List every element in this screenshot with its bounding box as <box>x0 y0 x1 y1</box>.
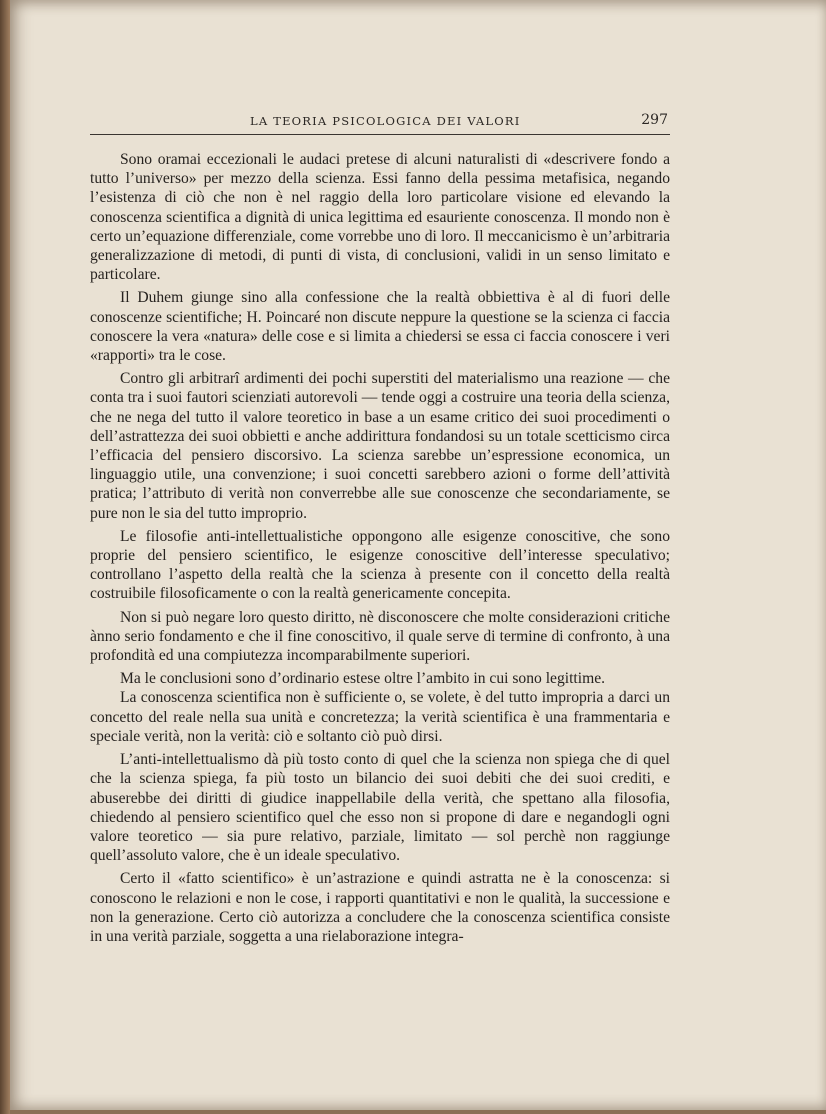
paragraph-3: Contro gli arbitrarî ardimenti dei pochi superstiti del materialismo una reazione — che conta tra i suoi fautori scienziati autorevoli — tende oggi a costruire una teoria della scienza, che ne nega del tutto il valore teoretico in base a un esame critico dei suoi procedimenti o dell’astrattezza dei suoi obbietti e anche addirittura fondandosi su un totale scetticismo circa l’efficacia del pensiero discorsivo. La scienza sarebbe un’espressione economica, un linguaggio utile, una convenzione; i suoi concetti sarebbero azioni o forme dell’attività pratica; l’attributo di verità non converrebbe alle sue conoscenze che secondariamente, se pure non le sia del tutto improprio. <box>90 370 670 522</box>
body-text <box>90 150 670 946</box>
paragraph-8: L’anti-intellettualismo dà più tosto conto di quel che la scienza non spiega che di quel che la scienza spiega, fa più tosto un bilancio dei suoi debiti che dei suoi crediti, e abuserebbe dei diritti di giudice inappellabile della verità, che spettano alla filosofia, chiedendo al pensiero scientifico quel che esso non si propone di dare e negandogli ogni valore teoretico — sia pure relativo, parziale, limitato — sol perchè non raggiunge quell’assoluto valore, che è un ideale speculativo. <box>90 751 670 865</box>
paragraph-2: Il Duhem giunge sino alla confessione che la realtà obbiettiva è al di fuori delle conoscenze scientifiche; H. Poincaré non discute neppure la questione se la scienza ci faccia conoscere la vera «natura» delle cose e si limita a chiedersi se essa ci faccia conoscere i veri «rapporti» tra le cose. <box>90 289 670 365</box>
page-header <box>90 112 670 135</box>
paragraph-5: Non si può negare loro questo diritto, nè disconoscere che molte considerazioni critiche ànno serio fondamento e che il fine conoscitivo, il quale serve di termine di confronto, à una profondità ed una compiutezza incomparabilmente superiori. <box>90 608 670 665</box>
page-number: 297 <box>641 112 668 128</box>
paragraph-4: Le filosofie anti-intellettualistiche oppongono alle esigenze conoscitive, che sono proprie del pensiero scientifico, le esigenze conoscitive dell’interesse speculativo; controllano l’aspetto della realtà che la scienza à presente con il concetto della realtà costruibile filosoficamente o con la realtà genericamente concepita. <box>90 527 670 603</box>
book-spine <box>0 0 10 1114</box>
running-title: LA TEORIA PSICOLOGICA DEI VALORI <box>250 114 521 128</box>
paragraph-7: La conoscenza scientifica non è sufficiente o, se volete, è del tutto impropria a darci un concetto del reale nella sua unità e concretezza; la verità scientifica è una frammentaria e speciale verità, non la verità: ciò e soltanto ciò può dirsi. <box>90 689 670 745</box>
paragraph-1: Sono oramai eccezionali le audaci pretese di alcuni naturalisti di «descrivere fondo a tutto l’universo» per mezzo della scienza. Essi fanno della pessima metafisica, negando l’esistenza di ciò che non è nel raggio della loro particolare visione ed elevando la conoscenza scientifica a dignità di unica legittima ed esauriente conoscenza. Il mondo non è certo un’equazione differenziale, come vorrebbe uno di loro. Il meccanicismo è un’arbitraria generalizzazione di metodi, di punti di vista, di conclusioni, validi in un senso limitato e particolare. <box>90 151 670 284</box>
paragraph-6: Ma le conclusioni sono d’ordinario estese oltre l’ambito in cui sono legittime. <box>120 670 606 688</box>
paragraph-9: Certo il «fatto scientifico» è un’astrazione e quindi astratta ne è la conoscenza: si conoscono le relazioni e non le cose, i rapporti quantitativi e non le qualità, la successione e non la generazione. Certo ciò autorizza a concludere che la conoscenza scientifica consiste in una verità parziale, soggetta a una rielaborazione integra- <box>90 870 670 945</box>
